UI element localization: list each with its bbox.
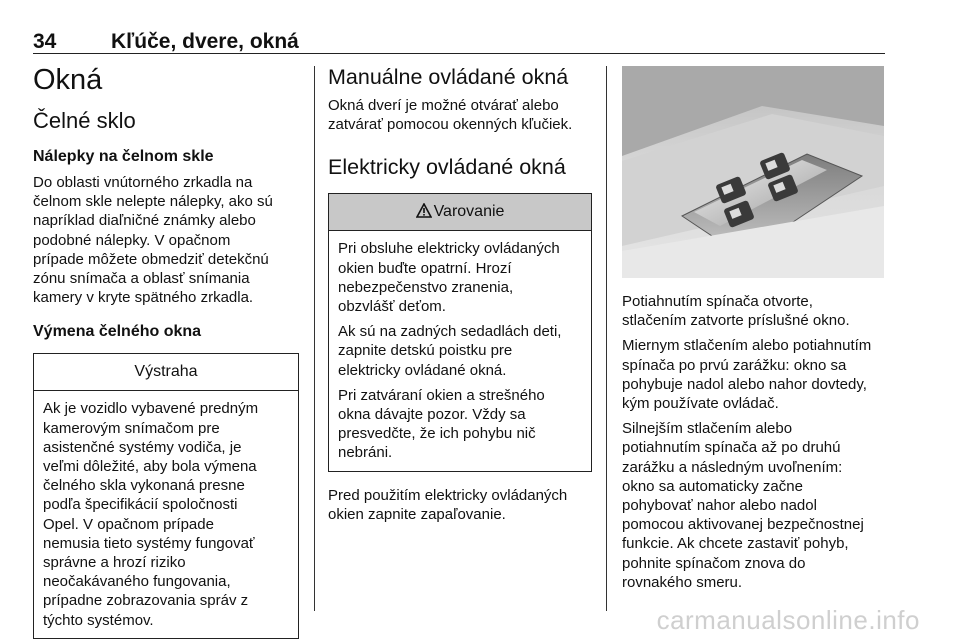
text-line: presvedčte, že ich pohybu nič (338, 425, 536, 443)
text-line: Pred použitím elektricky ovládaných (328, 486, 568, 504)
watermark: carmanualsonline.info (656, 605, 920, 635)
text-line: nemusia tieto systémy fungovať (43, 534, 255, 552)
text-line: zarážku a následným uvoľnením: (622, 458, 843, 476)
column-1 (33, 63, 299, 639)
text-line: obzvlášť deťom. (338, 298, 446, 316)
window-switch-photo (622, 66, 884, 278)
text-line: okien buďte opatrní. Hrozí (338, 259, 512, 277)
text-line: kamerovým snímačom pre (43, 419, 220, 437)
text-line: zapnite detskú poistku pre (338, 342, 513, 360)
text-line: pomocou aktivovanej bezpečnostnej (622, 516, 864, 534)
switch-paragraph-3 (622, 419, 887, 592)
text-line: Okná dverí je možné otvárať alebo (328, 97, 559, 114)
text-line: stlačením zatvorte príslušné okno. (622, 312, 850, 330)
text-line: okien zapnite zapaľovanie. (328, 505, 506, 523)
text-line: zónu snímača a oblasť snímania (33, 270, 250, 288)
warning-body (329, 231, 591, 470)
text-line: Do oblasti vnútorného zrkadla na (33, 174, 253, 191)
heading-stickers: Nálepky na čelnom skle (33, 148, 214, 165)
text-line: Miernym stlačením alebo potiahnutím (622, 337, 872, 355)
door-panel-illustration (622, 66, 884, 278)
warning-box (328, 193, 592, 471)
text-line: prípade môžete obmedziť detekčnú (33, 250, 269, 268)
text-line: prípadne zobrazovania správ z (43, 592, 249, 610)
notice-paragraph (43, 399, 289, 629)
text-line: podľa špecifikácií spoločnosti (43, 496, 238, 514)
electric-windows-title: Elektricky ovládané okná (328, 155, 566, 180)
text-line: správne a hrozí riziko (43, 554, 186, 572)
column-divider (606, 66, 607, 611)
notice-box (33, 353, 299, 638)
text-line: pohybuje nadol alebo nahor dovtedy, (622, 375, 867, 393)
text-line: čelného skla vykonaná presne (43, 477, 245, 495)
text-line: týchto systémov. (43, 611, 154, 629)
text-line: čelnom skle nelepte nálepky, ako sú (33, 193, 273, 211)
subsection-title: Čelné sklo (33, 108, 136, 133)
page-header (33, 29, 885, 54)
notice-body (34, 391, 298, 637)
text-line: Ak je vozidlo vybavené predným (43, 400, 259, 418)
text-line: neočakávaného fungovania, (43, 573, 231, 591)
warning-paragraph-3 (338, 386, 582, 463)
page-number: 34 (33, 30, 57, 53)
text-line: elektricky ovládané okná. (338, 361, 507, 379)
text-line: okno sa automaticky začne (622, 477, 803, 495)
text-line: spínača po prvú zarážku: okno sa (622, 356, 847, 374)
ignition-paragraph (328, 486, 592, 524)
text-line: potiahnutím spínača až po druhú (622, 439, 841, 457)
stickers-paragraph (33, 173, 299, 307)
text-line: napríklad diaľničné známky alebo (33, 212, 256, 230)
text-line: kamery v kryte spätného zrkadla. (33, 289, 254, 307)
notice-title: Výstraha (34, 354, 298, 391)
text-line: Pri zatváraní okien a strešného (338, 386, 545, 404)
text-line: rovnakého smeru. (622, 573, 743, 591)
section-title: Okná (33, 64, 103, 96)
manual-windows-paragraph (328, 96, 592, 134)
text-line: funkcie. Ak chcete zastaviť pohyb, (622, 535, 849, 553)
text-line: pohnite spínačom znova do (622, 554, 806, 572)
manual-windows-title: Manuálne ovládané okná (328, 65, 569, 89)
text-line: asistenčné systémy vodiča, je (43, 438, 242, 456)
text-line: Silnejším stlačením alebo (622, 420, 793, 438)
switch-paragraph-2 (622, 336, 887, 413)
text-line: okna dávajte pozor. Vždy sa (338, 406, 526, 424)
column-divider (314, 66, 315, 611)
column-2 (328, 63, 592, 524)
text-line: veľmi dôležité, aby bola výmena (43, 458, 257, 476)
text-line: podobné nálepky. V opačnom (33, 231, 231, 249)
heading-replace: Výmena čelného okna (33, 323, 202, 341)
chapter-title: Kľúče, dvere, okná (111, 30, 299, 53)
warning-paragraph-2 (338, 322, 582, 380)
text-line: kým používate ovládač. (622, 395, 779, 413)
text-line: Pri obsluhe elektricky ovládaných (338, 240, 560, 258)
switch-paragraph-1 (622, 292, 887, 330)
warning-header (329, 194, 591, 231)
warning-triangle-icon (416, 196, 432, 232)
text-line: nebráni. (338, 444, 393, 462)
warning-title: Varovanie (433, 203, 505, 221)
warning-paragraph-1 (338, 239, 582, 316)
text-line: Ak sú na zadných sedadlách deti, (338, 323, 562, 341)
text-line: Potiahnutím spínača otvorte, (622, 293, 813, 310)
text-line: nebezpečenstvo zranenia, (338, 278, 514, 296)
column-3 (622, 292, 887, 592)
text-line: Opel. V opačnom prípade (43, 515, 214, 533)
text-line: pohybovať nahor alebo nadol (622, 497, 817, 515)
text-line: zatvárať pomocou okenných kľučiek. (328, 116, 573, 134)
